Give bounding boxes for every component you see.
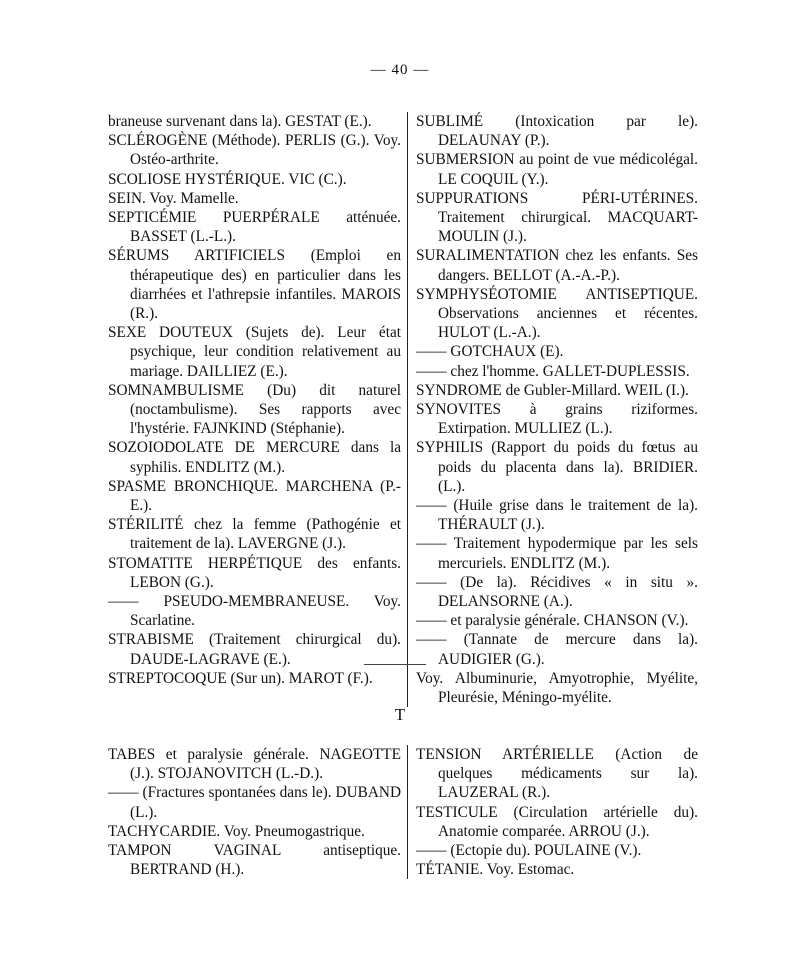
index-entry: Voy. Albuminurie, Amyotrophie, Myélite, Pleurésie, Méningo-myélite. xyxy=(416,669,698,707)
top-index-block xyxy=(108,112,698,707)
index-entry: SYMPHYSÉOTOMIE ANTISEPTIQUE. Observations anciennes et récentes. HULOT (L.-A.). xyxy=(416,285,698,342)
index-entry: TAMPON VAGINAL antiseptique. BERTRAND (H.). xyxy=(108,842,401,879)
index-entry: SEIN. Voy. Mamelle. xyxy=(108,189,239,207)
index-entry: —— (Tannate de mercure dans la). AUDIGIER (G.). xyxy=(416,631,698,668)
index-entry: —— chez l'homme. GALLET-DUPLESSIS. xyxy=(416,362,690,380)
index-entry: SOMNAMBULISME (Du) dit naturel (noctambulisme). Ses rapports avec l'hystérie. FAJNKIND (Stéphanie). xyxy=(108,381,401,438)
index-entry: SYNOVITES à grains riziformes. Extirpation. MULLIEZ (L.). xyxy=(416,401,698,438)
index-entry: SYNDROME de Gubler-Millard. WEIL (I.). xyxy=(416,381,689,399)
index-entry: SUBLIMÉ (Intoxication par le). DELAUNAY (P.). xyxy=(416,113,698,150)
index-entry: —— (Fractures spontanées dans le). DUBAND (L.). xyxy=(108,784,401,821)
index-entry: SYPHILIS (Rapport du poids du fœtus au poids du placenta dans la). BRIDIER. (L.). xyxy=(416,439,698,495)
index-entry: SCLÉROGÈNE (Méthode). PERLIS (G.). Voy. Ostéo-arthrite. xyxy=(108,132,401,169)
index-entry: TACHYCARDIE. Voy. Pneumogastrique. xyxy=(108,822,365,840)
section-heading-letter: T xyxy=(394,705,406,724)
index-entry: TESTICULE (Circulation artérielle du). Anatomie comparée. ARROU (J.). xyxy=(416,803,698,840)
left-column xyxy=(108,745,407,879)
index-entry: STÉRILITÉ chez la femme (Pathogénie et traitement de la). LAVERGNE (J.). xyxy=(108,516,401,553)
index-entry: STREPTOCOQUE (Sur un). MAROT (F.). xyxy=(108,669,373,687)
index-entry: SÉRUMS ARTIFICIELS (Emploi en thérapeutique des) en particulier dans les diarrhées et l'athrepsie infantiles. MAROIS (R.). xyxy=(108,247,401,323)
index-entry: —— GOTCHAUX (E). xyxy=(416,343,564,361)
right-column xyxy=(407,745,698,879)
section-divider xyxy=(364,664,426,665)
index-entry: —— (Huile grise dans le traitement de la). THÉRAULT (J.). xyxy=(416,497,698,534)
index-entry: —— et paralysie générale. CHANSON (V.). xyxy=(416,612,689,630)
index-entry: SEPTICÉMIE PUERPÉRALE atténuée. BASSET (L.-L.). xyxy=(108,209,401,246)
index-entry: —— (Ectopie du). POULAINE (V.). xyxy=(416,842,642,860)
index-entry: SURALIMENTATION chez les enfants. Ses dangers. BELLOT (A.-A.-P.). xyxy=(416,247,698,284)
index-entry: SUPPURATIONS PÉRI-UTÉRINES. Traitement chirurgical. MACQUART-MOULIN (J.). xyxy=(416,189,698,246)
index-entry: SUBMERSION au point de vue médicolégal. LE COQUIL (Y.). xyxy=(416,151,698,188)
index-entry: —— Traitement hypodermique par les sels mercuriels. ENDLITZ (M.). xyxy=(416,535,698,572)
bottom-index-block xyxy=(108,745,698,879)
index-entry: SEXE DOUTEUX (Sujets de). Leur état psychique, leur condition relativement au mariage. DAILLIEZ (E.). xyxy=(108,324,401,380)
index-entry: TÉTANIE. Voy. Estomac. xyxy=(416,861,575,879)
index-entry: SCOLIOSE HYSTÉRIQUE. VIC (C.). xyxy=(108,170,347,188)
index-entry: SOZOIODOLATE DE MERCURE dans la syphilis. ENDLITZ (M.). xyxy=(108,439,401,476)
left-column xyxy=(108,112,407,707)
index-entry: TENSION ARTÉRIELLE (Action de quelques médicaments sur la). LAUZERAL (R.). xyxy=(416,746,698,802)
index-entry: TABES et paralysie générale. NAGEOTTE (J.). STOJANOVITCH (L.-D.). xyxy=(108,746,401,783)
index-entry: STRABISME (Traitement chirurgical du). DAUDE-LAGRAVE (E.). xyxy=(108,631,401,668)
index-entry: —— PSEUDO-MEMBRANEUSE. Voy. Scarlatine. xyxy=(108,593,401,630)
index-entry: SPASME BRONCHIQUE. MARCHENA (P.-E.). xyxy=(108,477,401,515)
page-number: — 40 — xyxy=(370,62,430,78)
index-entry: STOMATITE HERPÉTIQUE des enfants. LEBON (G.). xyxy=(108,554,401,591)
right-column xyxy=(407,112,698,707)
index-entry: braneuse survenant dans la). GESTAT (E.). xyxy=(108,113,372,130)
index-entry: —— (De la). Récidives « in situ ». DELANSORNE (A.). xyxy=(416,573,698,611)
